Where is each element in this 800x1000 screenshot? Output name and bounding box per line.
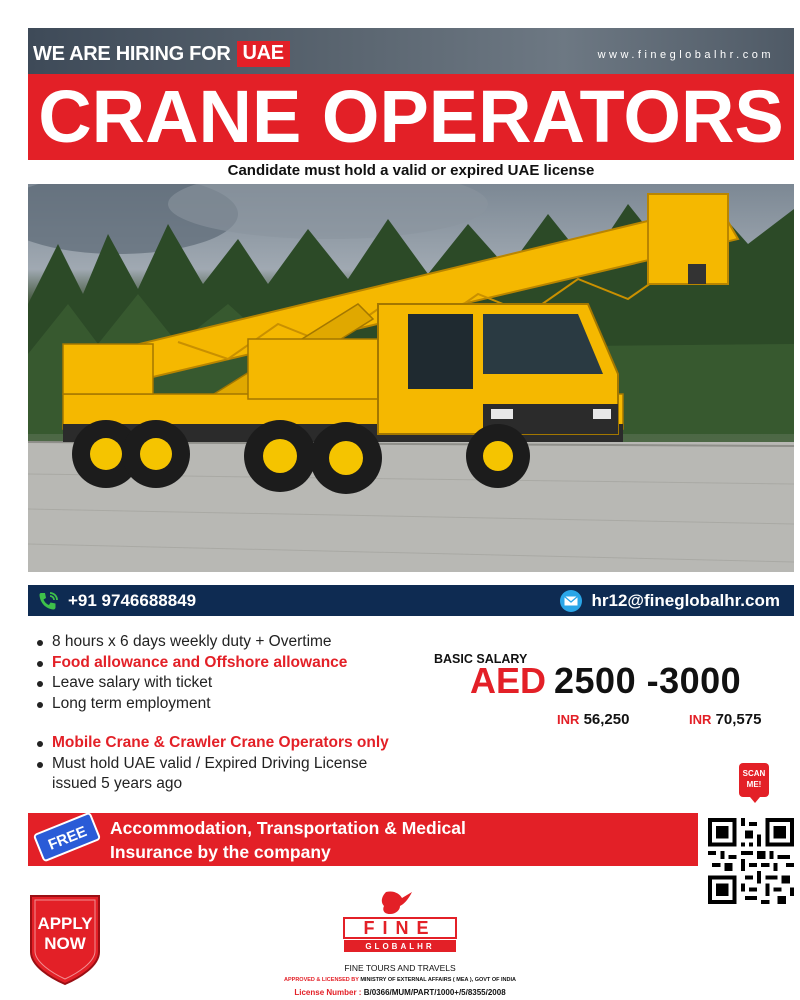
inr-currency-low: INR bbox=[557, 712, 580, 727]
hiring-line bbox=[33, 41, 290, 67]
website-link[interactable]: www.fineglobalhr.com bbox=[597, 49, 774, 61]
apply-now-text[interactable] bbox=[29, 914, 101, 954]
crane-photo bbox=[28, 184, 794, 572]
inr-high-value: 70,575 bbox=[715, 711, 762, 728]
logo-text: FINE bbox=[363, 918, 437, 938]
inr-low bbox=[557, 711, 629, 728]
scan-line-2: ME! bbox=[746, 780, 762, 789]
fine-globalhr-logo bbox=[338, 888, 462, 960]
approval-line bbox=[0, 977, 800, 983]
license-number: B/0366/MUM/PART/1000+/5/8355/2008 bbox=[363, 988, 506, 997]
list-item: Food allowance and Offshore allowance bbox=[36, 653, 347, 674]
page-title: CRANE OPERATORS bbox=[38, 75, 784, 158]
list-item: Leave salary with ticket bbox=[36, 673, 347, 694]
free-line-2: Insurance by the company bbox=[110, 841, 331, 862]
list-item: Must hold UAE valid / Expired Driving License issued 5 years ago bbox=[36, 754, 406, 795]
scan-me-badge bbox=[739, 763, 769, 797]
mail-icon bbox=[559, 590, 583, 612]
email-address: hr12@fineglobalhr.com bbox=[591, 590, 780, 610]
phone-number: +91 9746688849 bbox=[68, 590, 197, 610]
salary-currency: AED bbox=[470, 660, 547, 701]
apply-line-2: NOW bbox=[44, 934, 86, 953]
benefits-list bbox=[36, 632, 347, 714]
inr-high bbox=[689, 711, 761, 728]
qr-code[interactable] bbox=[708, 818, 794, 904]
salary-range: 2500 -3000 bbox=[554, 660, 742, 701]
license-line bbox=[0, 988, 800, 997]
free-benefits-band bbox=[28, 813, 698, 866]
salary-label: BASIC SALARY bbox=[434, 652, 528, 666]
email-contact[interactable] bbox=[559, 590, 780, 612]
salary-value bbox=[470, 660, 741, 702]
approved-rest: MINISTRY OF EXTERNAL AFFAIRS ( MEA ), GOVT OF INDIA bbox=[360, 977, 516, 983]
hiring-text: WE ARE HIRING FOR bbox=[33, 42, 231, 65]
logo-sub: GLOBALHR bbox=[365, 942, 435, 951]
free-tag: FREE bbox=[33, 811, 102, 862]
free-benefits-text bbox=[110, 816, 466, 864]
list-item: 8 hours x 6 days weekly duty + Overtime bbox=[36, 632, 347, 653]
inr-low-value: 56,250 bbox=[583, 711, 630, 728]
approved-prefix: APPROVED & LICENSED BY bbox=[284, 977, 359, 983]
list-item: Mobile Crane & Crawler Crane Operators only bbox=[36, 733, 406, 754]
phone-icon bbox=[36, 590, 60, 612]
subtitle: Candidate must hold a valid or expired UAE license bbox=[227, 162, 595, 179]
license-label: License Number : bbox=[294, 988, 362, 997]
country-badge: UAE bbox=[237, 41, 290, 67]
title-band bbox=[28, 74, 794, 160]
list-item: Long term employment bbox=[36, 694, 347, 715]
contact-bar bbox=[28, 585, 794, 616]
requirements-list bbox=[36, 733, 406, 795]
free-line-1: Accommodation, Transportation & Medical bbox=[110, 817, 466, 838]
phone-contact[interactable] bbox=[36, 590, 196, 612]
company-name: FINE TOURS AND TRAVELS bbox=[344, 963, 456, 973]
scan-line-1: SCAN bbox=[742, 769, 766, 778]
inr-currency-high: INR bbox=[689, 712, 712, 727]
apply-line-1: APPLY bbox=[37, 914, 93, 933]
